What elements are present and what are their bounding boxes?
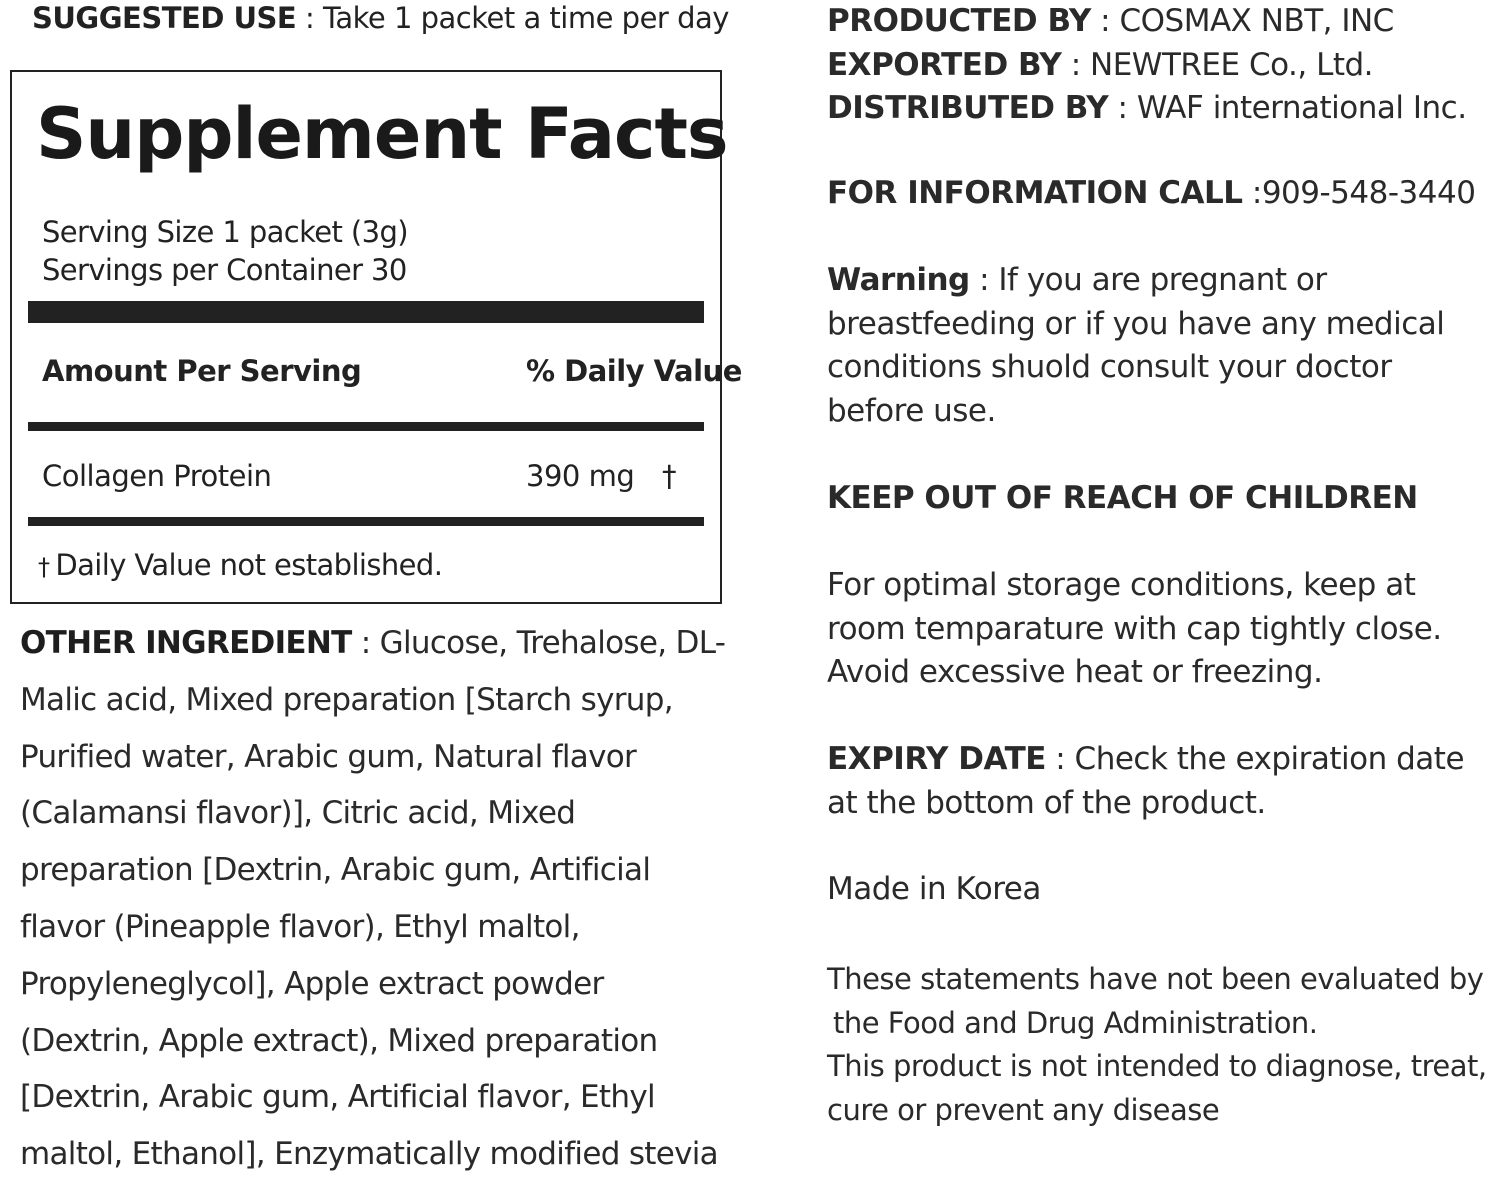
other-ingredient-label: OTHER INGREDIENT xyxy=(20,625,352,661)
storage-paragraph: For optimal storage conditions, keep at room temparature with cap tightly close. Avoid excessive heat or freezing. xyxy=(827,567,1442,690)
keep-out-of-reach: KEEP OUT OF REACH OF CHILDREN xyxy=(827,480,1418,516)
suggested-use xyxy=(32,0,729,36)
warning-label: Warning xyxy=(827,262,970,298)
suggested-use-label: SUGGESTED USE xyxy=(32,1,297,35)
expiry-label: EXPIRY DATE xyxy=(827,741,1046,777)
producted-by-label: PRODUCTED BY xyxy=(827,3,1091,39)
disclaimer-line: This product is not intended to diagnose, treat, xyxy=(827,1049,1487,1083)
footnote-text: Daily Value not established. xyxy=(55,548,443,582)
servings-per-container: Servings per Container 30 xyxy=(42,253,407,287)
info-call-line xyxy=(827,172,1497,216)
suggested-use-text: : Take 1 packet a time per day xyxy=(296,1,729,35)
exported-by-value: : NEWTREE Co., Ltd. xyxy=(1061,46,1374,83)
disclaimer-line: cure or prevent any disease xyxy=(827,1092,1220,1127)
distributed-by-value: : WAF international Inc. xyxy=(1108,90,1467,126)
producted-by-value: : COSMAX NBT, INC xyxy=(1090,3,1394,39)
medium-divider xyxy=(28,517,704,526)
exported-by-label: EXPORTED BY xyxy=(827,46,1062,83)
distributed-by-label: DISTRIBUTED BY xyxy=(827,90,1109,126)
other-ingredient-text: : Glucose, Trehalose, DL-Malic acid, Mixed preparation [Starch syrup, Purified water, Arabic gum, Natural flavor (Calamansi flavor)], Citric acid, Mixed preparation [Dextrin, Arabic gum, Artificial flavor (Pineapple flavor), Ethyl maltol, Propyleneglycol], Apple extract powder (Dextrin, Apple extract), Mixed preparation [Dextrin, Arabic gum, Artificial flavor, Ethyl maltol, Ethanol], Enzymatically modified stevia xyxy=(20,625,726,1173)
supplement-facts-panel xyxy=(10,70,742,604)
nutrient-daily-value: † xyxy=(662,459,676,493)
expiry-paragraph xyxy=(827,738,1467,825)
facts-title: Supplement Facts xyxy=(36,93,728,175)
made-in: Made in Korea xyxy=(827,871,1041,907)
thick-divider xyxy=(28,301,704,323)
other-ingredients xyxy=(20,615,730,1183)
serving-size: Serving Size 1 packet (3g) xyxy=(42,215,409,249)
nutrient-name: Collagen Protein xyxy=(42,459,272,493)
daily-value-footnote xyxy=(38,547,442,585)
medium-divider xyxy=(28,422,704,431)
dagger-symbol: † xyxy=(38,553,50,581)
amount-per-serving-header: Amount Per Serving xyxy=(42,354,362,388)
daily-value-header: % Daily Value xyxy=(526,354,742,388)
fda-disclaimer xyxy=(827,958,1497,1132)
expiry-text: : Check the expiration date at the bottom of the product. xyxy=(827,741,1465,821)
disclaimer-line: the Food and Drug Administration. xyxy=(833,1005,1318,1040)
warning-paragraph xyxy=(827,259,1467,433)
distributed-by-line xyxy=(827,87,1497,131)
company-info xyxy=(827,0,1497,131)
info-call-label: FOR INFORMATION CALL xyxy=(827,175,1243,211)
warning-text: : If you are pregnant or breastfeeding or if you have any medical conditions shuold consult your doctor before use. xyxy=(827,262,1445,429)
disclaimer-line: These statements have not been evaluated by xyxy=(827,962,1484,996)
info-call-value: :909-548-3440 xyxy=(1242,175,1476,211)
nutrient-amount: 390 mg xyxy=(526,459,635,493)
producted-by-line xyxy=(827,0,1497,44)
exported-by-line xyxy=(827,44,1497,88)
